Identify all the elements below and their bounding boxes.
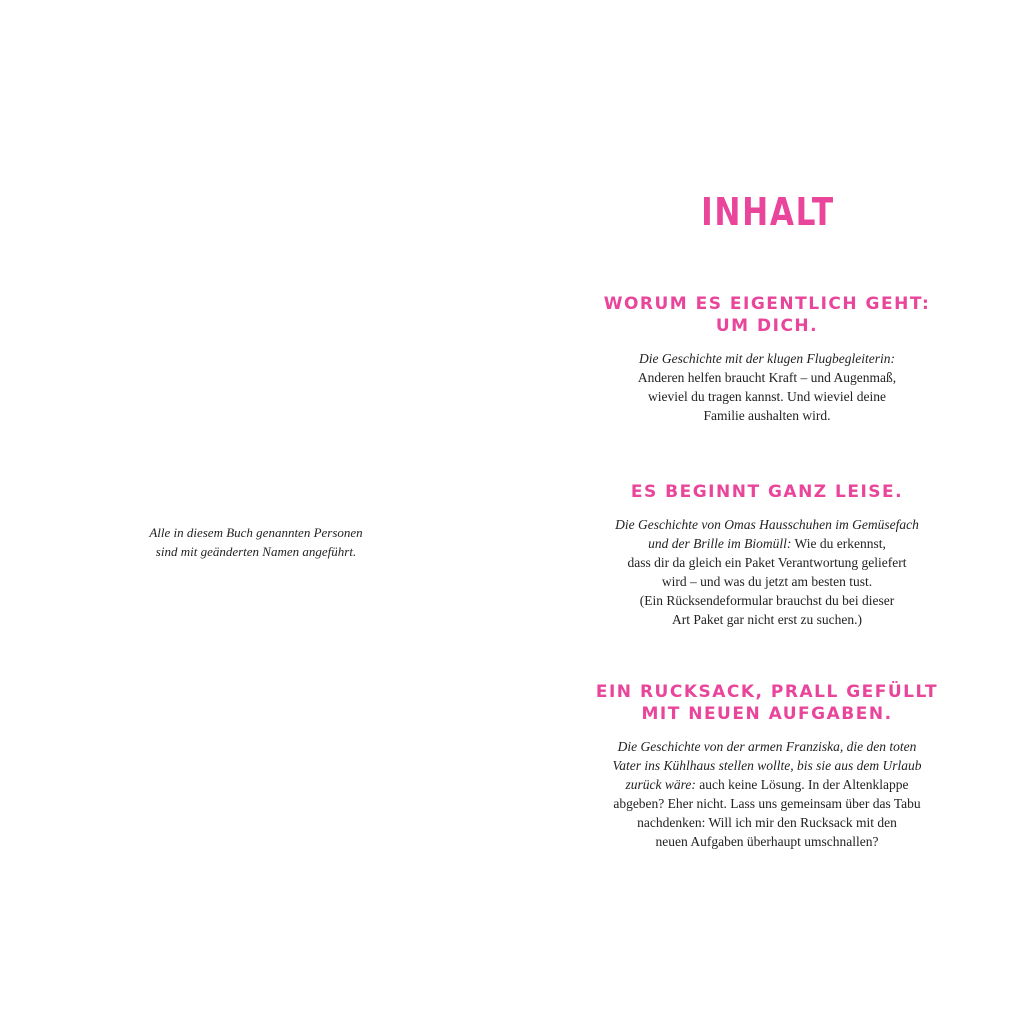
toc-section-1 — [562, 293, 972, 425]
heading-line: WORUM ES EIGENTLICH GEHT: — [603, 294, 931, 314]
name-disclaimer — [96, 523, 416, 561]
description-line — [562, 775, 972, 794]
section-description — [562, 737, 972, 851]
description-line: Anderen helfen braucht Kraft – und Augenmaß, — [637, 370, 897, 385]
section-description — [562, 515, 972, 629]
heading-line: ES BEGINNT GANZ LEISE. — [630, 482, 904, 502]
description-line: Familie aushalten wird. — [703, 408, 831, 423]
description-line — [562, 349, 972, 368]
description-line: (Ein Rücksendeformular brauchst du bei dieser — [639, 593, 895, 608]
right-page — [512, 0, 1024, 1024]
description-line — [562, 515, 972, 534]
section-heading — [562, 293, 972, 337]
heading-line: EIN RUCKSACK, PRALL GEFÜLLT — [595, 682, 939, 702]
description-line — [562, 534, 972, 553]
description-line: wieviel du tragen kannst. Und wieviel deine — [647, 389, 887, 404]
description-line: Art Paket gar nicht erst zu suchen.) — [671, 612, 863, 627]
story-title: Vater ins Kühlhaus stellen wollte, bis sie aus dem Urlaub — [612, 758, 922, 773]
story-title: zurück wäre: — [625, 777, 696, 792]
description-text: auch keine Lösung. In der Altenklappe — [695, 777, 909, 792]
toc-title: INHALT — [701, 190, 835, 234]
description-line: dass dir da gleich ein Paket Verantwortung geliefert — [627, 555, 907, 570]
section-heading — [562, 681, 972, 725]
description-line: wird – und was du jetzt am besten tust. — [661, 574, 873, 589]
story-title: und der Brille im Biomüll: — [648, 536, 792, 551]
description-line: abgeben? Eher nicht. Lass uns gemeinsam über das Tabu — [613, 796, 921, 811]
description-text: Wie du erkennst, — [791, 536, 886, 551]
heading-line: UM DICH. — [715, 316, 819, 336]
description-line — [562, 737, 972, 756]
description-line — [562, 756, 972, 775]
toc-section-3 — [562, 681, 972, 851]
description-line: neuen Aufgaben überhaupt umschnallen? — [655, 834, 879, 849]
description-line: nachdenken: Will ich mir den Rucksack mit den — [637, 815, 897, 830]
disclaimer-line: sind mit geänderten Namen angeführt. — [155, 544, 357, 559]
section-description — [562, 349, 972, 425]
story-title: Die Geschichte von der armen Franziska, die den toten — [617, 739, 917, 754]
toc-section-2 — [562, 481, 972, 629]
story-title: Die Geschichte von Omas Hausschuhen im Gemüsefach — [615, 517, 919, 532]
heading-line: MIT NEUEN AUFGABEN. — [641, 704, 893, 724]
story-title: Die Geschichte mit der klugen Flugbegleiterin: — [638, 351, 896, 366]
section-heading — [562, 481, 972, 503]
disclaimer-line: Alle in diesem Buch genannten Personen — [149, 525, 363, 540]
